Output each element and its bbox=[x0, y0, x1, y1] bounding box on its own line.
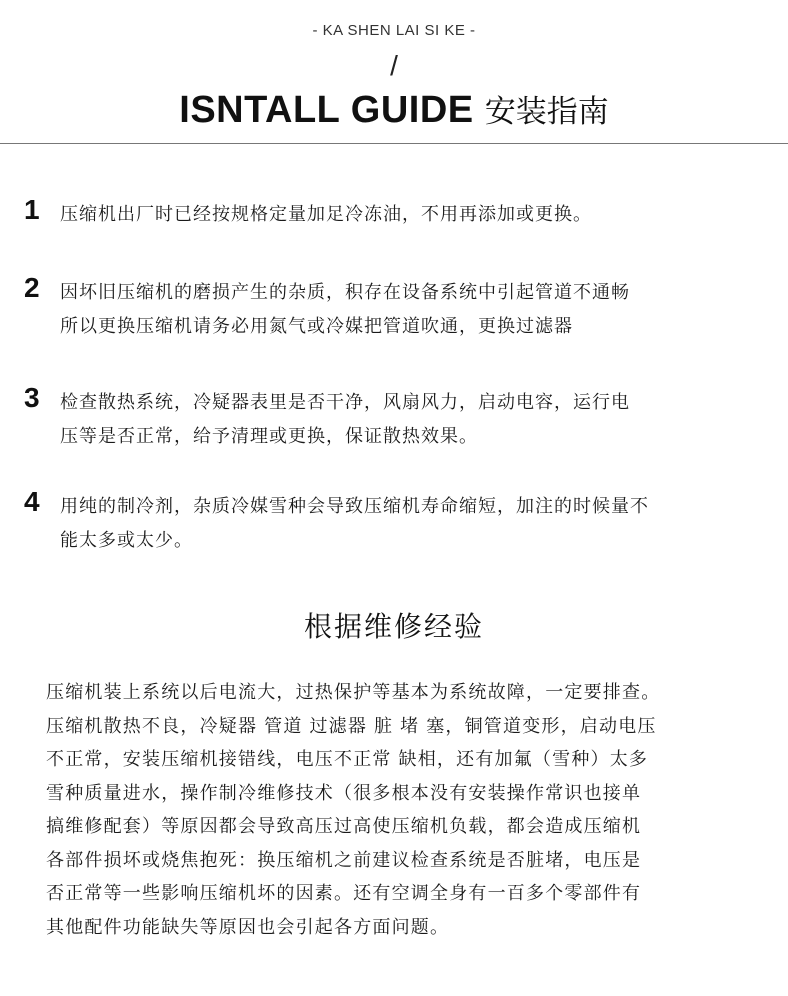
paragraph-line: 否正常等一些影响压缩机坏的因素。还有空调全身有一百多个零部件有 bbox=[46, 883, 642, 904]
step-text bbox=[60, 386, 765, 454]
step-1 bbox=[24, 194, 764, 238]
brand-name: - KA SHEN LAI SI KE - bbox=[312, 22, 476, 39]
step-line: 压等是否正常，给予清理或更换，保证散热效果。 bbox=[60, 426, 478, 447]
paragraph-line: 压缩机装上系统以后电流大，过热保护等基本为系统故障，一定要排查。 bbox=[46, 682, 661, 703]
paragraph-line: 其他配件功能缺失等原因也会引起各方面问题。 bbox=[46, 916, 450, 938]
title-chinese: 安装指南 bbox=[484, 94, 609, 130]
step-2 bbox=[24, 272, 764, 346]
experience-paragraph bbox=[46, 676, 756, 944]
step-number: 1 bbox=[24, 194, 40, 225]
step-number: 4 bbox=[24, 486, 40, 517]
step-line: 检查散热系统，冷疑器表里是否干净，风扇风力，启动电容，运行电 bbox=[60, 392, 630, 413]
step-line: 因坏旧压缩机的磨损产生的杂质，积存在设备系统中引起管道不通畅 bbox=[60, 282, 630, 303]
step-number: 2 bbox=[24, 272, 40, 303]
paragraph-line: 搞维修配套）等原因都会导致高压过高使压缩机负载，都会造成压缩机 bbox=[46, 816, 642, 837]
step-line: 能太多或太少。 bbox=[60, 530, 193, 551]
paragraph-line: 雪种质量进水，操作制冷维修技术（很多根本没有安装操作常识也接单 bbox=[46, 782, 642, 804]
header-divider bbox=[0, 143, 788, 144]
step-3 bbox=[24, 382, 764, 456]
paragraph-line: 不正常，安装压缩机接错线，电压不正常 缺相，还有加氟（雪种）太多 bbox=[46, 749, 649, 770]
step-line: 压缩机出厂时已经按规格定量加足冷冻油，不用再添加或更换。 bbox=[60, 204, 592, 225]
page-title bbox=[0, 86, 788, 132]
step-text bbox=[60, 490, 765, 558]
paragraph-line: 压缩机散热不良，冷疑器 管道 过滤器 脏 堵 塞，铜管道变形，启动电压 bbox=[46, 715, 657, 737]
step-4 bbox=[24, 486, 764, 560]
step-text bbox=[60, 198, 765, 232]
step-number: 3 bbox=[24, 382, 40, 413]
experience-title: 根据维修经验 bbox=[303, 610, 484, 643]
decorative-slash: / bbox=[390, 50, 398, 81]
title-english: ISNTALL GUIDE bbox=[179, 89, 474, 131]
step-text bbox=[60, 276, 765, 344]
step-line: 所以更换压缩机请务必用氮气或冷媒把管道吹通，更换过滤器 bbox=[60, 316, 573, 337]
paragraph-line: 各部件损坏或烧焦抱死：换压缩机之前建议检查系统是否脏堵，电压是 bbox=[46, 849, 642, 871]
step-line: 用纯的制冷剂，杂质冷媒雪种会导致压缩机寿命缩短，加注的时候量不 bbox=[60, 496, 649, 517]
